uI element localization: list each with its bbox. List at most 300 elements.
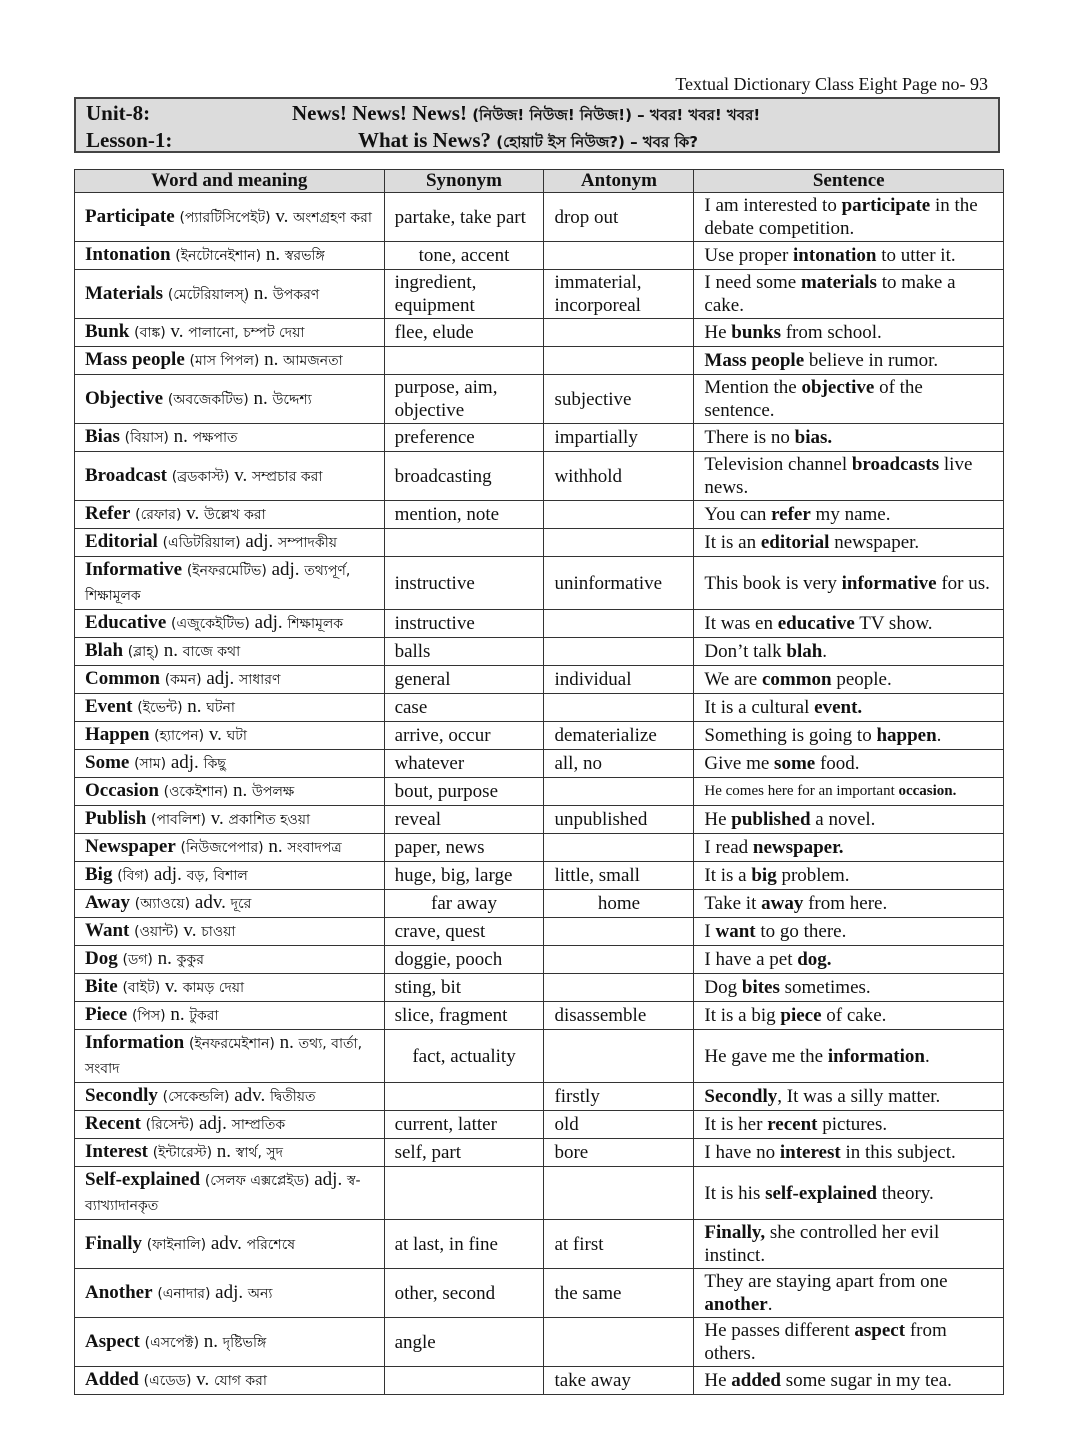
sentence-cell [694, 501, 1004, 529]
sentence-cell [694, 319, 1004, 347]
table-row [75, 1318, 1004, 1367]
meaning: স্বার্থ, সুদ [235, 1145, 283, 1161]
meaning: দৃষ্টিভঙ্গি [222, 1334, 267, 1351]
sentence-pre: Television channel [704, 454, 852, 475]
unit-title [292, 99, 760, 129]
antonym-cell: at first [544, 1220, 694, 1269]
table-row [75, 694, 1004, 722]
antonym-cell [544, 1318, 694, 1367]
pronunciation: (পাবলিশ) [151, 812, 207, 828]
sentence-keyword: broadcasts [851, 454, 940, 475]
sentence-post: theory. [876, 1182, 934, 1204]
meaning: প্রকাশিত হওয়া [228, 812, 311, 828]
pronunciation: (এডিটরিয়াল) [162, 535, 241, 551]
sentence-keyword: intonation [793, 245, 877, 266]
sentence-post: in this subject. [840, 1142, 956, 1163]
meaning: ঘটনা [206, 700, 235, 716]
sentence-cell [694, 1318, 1004, 1367]
meaning: স্ব-ব্যাখ্যাদানকৃত [85, 1173, 361, 1214]
synonym-cell: partake, take part [384, 193, 544, 242]
pronunciation: (এডেড) [143, 1373, 192, 1389]
table-row [75, 862, 1004, 890]
synonym-cell: reveal [384, 806, 544, 834]
word: Recent [85, 1113, 141, 1134]
sentence-post: food. [815, 753, 860, 774]
table-row [75, 722, 1004, 750]
synonym-cell [384, 347, 544, 375]
part-of-speech: n. [216, 1141, 232, 1162]
synonym-cell: fact, actuality [384, 1030, 544, 1083]
word: Materials [85, 282, 164, 304]
sentence-keyword: away [761, 893, 804, 914]
header-synonym: Synonym [384, 170, 544, 193]
sentence-cell [694, 722, 1004, 750]
sentence-keyword: Secondly [704, 1086, 778, 1107]
sentence-pre: I need some [704, 272, 801, 293]
synonym-cell: at last, in fine [384, 1220, 544, 1269]
word: Information [85, 1032, 185, 1053]
pronunciation: (ইনফরমেইশান) [188, 1036, 275, 1052]
synonym-cell: doggie, pooch [384, 946, 544, 974]
sentence-cell [694, 862, 1004, 890]
sentence-post: for us. [936, 572, 990, 594]
word: Educative [85, 612, 167, 633]
word-cell [75, 666, 385, 694]
sentence-keyword: added [731, 1370, 781, 1391]
part-of-speech: adj. [198, 1113, 227, 1134]
sentence-cell [694, 1269, 1004, 1318]
word-cell [75, 347, 385, 375]
table-row [75, 750, 1004, 778]
meaning: সংবাদপত্র [287, 840, 342, 856]
word-cell [75, 1167, 385, 1220]
sentence-post: TV show. [854, 613, 933, 634]
synonym-cell: self, part [384, 1139, 544, 1167]
sentence-cell [694, 946, 1004, 974]
pronunciation: (ডগ) [122, 952, 153, 968]
meaning: উল্লেখ করা [203, 507, 266, 523]
table-row [75, 1269, 1004, 1318]
lesson-title-bn: (হোয়াট ইস নিউজ?) – খবর কি? [496, 133, 698, 151]
antonym-cell [544, 946, 694, 974]
synonym-cell [384, 1167, 544, 1220]
sentence-post: newspaper. [829, 532, 920, 553]
part-of-speech: n. [268, 836, 283, 857]
pronunciation: (ব্লাহ্) [127, 644, 160, 660]
synonym-cell: instructive [384, 610, 544, 638]
word: Participate [85, 205, 175, 227]
table-row [75, 452, 1004, 501]
meaning: আমজনতা [283, 353, 343, 369]
pronunciation: (এজুকেইটিভ) [171, 616, 250, 632]
meaning: চাওয়া [201, 924, 236, 940]
pronunciation: (বাঙ্ক) [134, 325, 166, 341]
antonym-cell [544, 242, 694, 270]
sentence-cell [694, 890, 1004, 918]
word: Newspaper [85, 836, 176, 857]
antonym-cell: firstly [544, 1083, 694, 1111]
sentence-keyword: objective [801, 377, 875, 398]
synonym-cell [384, 1083, 544, 1111]
synonym-cell: whatever [384, 750, 544, 778]
unit-row [86, 99, 761, 127]
word: Another [85, 1281, 153, 1303]
sentence-post: from here. [803, 893, 888, 914]
sentence-keyword: some [774, 753, 816, 774]
word-cell [75, 1030, 385, 1083]
sentence-pre: Something is going to [704, 725, 877, 746]
sentence-post: some sugar in my tea. [780, 1370, 952, 1391]
lesson-title [358, 126, 698, 156]
pronunciation: (ইনটোনেইশান) [175, 248, 262, 264]
word: Intonation [85, 244, 171, 265]
lesson-label: Lesson-1: [86, 128, 173, 152]
word-cell [75, 806, 385, 834]
word: Informative [85, 559, 183, 580]
meaning: উদ্দেশ্য [272, 391, 312, 408]
word-cell [75, 1220, 385, 1269]
sentence-pre: I have a pet [704, 949, 798, 970]
antonym-cell [544, 694, 694, 722]
sentence-pre: It is an [704, 532, 761, 553]
sentence-pre: Dog [704, 977, 742, 998]
sentence-keyword: Finally, [704, 1222, 766, 1243]
sentence-keyword: information [827, 1045, 925, 1067]
word: Objective [85, 387, 164, 409]
synonym-cell: instructive [384, 557, 544, 610]
table-row [75, 974, 1004, 1002]
synonym-cell: tone, accent [384, 242, 544, 270]
table-row [75, 666, 1004, 694]
antonym-cell: individual [544, 666, 694, 694]
table-row [75, 1002, 1004, 1030]
sentence-keyword: self-explained [765, 1182, 877, 1204]
pronunciation: (নিউজপেপার) [180, 840, 264, 856]
sentence-keyword: another [704, 1294, 768, 1315]
word: Broadcast [85, 464, 167, 486]
table-row [75, 946, 1004, 974]
part-of-speech: v. [210, 808, 224, 829]
antonym-cell: withhold [544, 452, 694, 501]
table-row [75, 270, 1004, 319]
word-cell [75, 1269, 385, 1318]
word-cell [75, 1002, 385, 1030]
meaning: সম্পাদকীয় [278, 535, 337, 551]
antonym-cell: all, no [544, 750, 694, 778]
sentence-post: my name. [810, 504, 891, 525]
sentence-post: people. [831, 669, 892, 690]
word: Added [85, 1369, 139, 1390]
synonym-cell [384, 1367, 544, 1395]
part-of-speech: n. [253, 387, 268, 409]
word-cell [75, 638, 385, 666]
part-of-speech: n. [264, 349, 279, 370]
part-of-speech: adj. [206, 668, 235, 689]
antonym-cell: immaterial, incorporeal [544, 270, 694, 319]
sentence-keyword: happen [876, 725, 937, 746]
synonym-cell: case [384, 694, 544, 722]
sentence-pre: Take it [704, 893, 762, 914]
sentence-post: of the sentence. [704, 377, 923, 421]
sentence-cell [694, 610, 1004, 638]
unit-label: Unit-8: [86, 101, 151, 125]
sentence-pre: It is a big [704, 1005, 781, 1026]
antonym-cell [544, 918, 694, 946]
word: Publish [85, 808, 147, 829]
word: Away [85, 892, 131, 913]
word-cell [75, 834, 385, 862]
part-of-speech: adj. [245, 531, 274, 552]
sentence-keyword: interest [779, 1142, 841, 1163]
part-of-speech: n. [253, 282, 269, 304]
meaning: পক্ষপাত [192, 430, 238, 446]
sentence-post: of cake. [821, 1005, 887, 1026]
pronunciation: (ওকেইশান) [163, 784, 229, 800]
pronunciation: (প্যারটিসিপেইট) [179, 209, 271, 226]
word: Occasion [85, 780, 159, 801]
synonym-cell: flee, elude [384, 319, 544, 347]
sentence-keyword: informative [841, 572, 937, 594]
synonym-cell: ingredient, equipment [384, 270, 544, 319]
antonym-cell: subjective [544, 375, 694, 424]
sentence-pre: I read [704, 837, 753, 858]
sentence-post: . [936, 725, 942, 746]
word: Happen [85, 724, 150, 745]
pronunciation: (মাস পিপল) [189, 353, 260, 369]
unit-title-bn: (নিউজ! নিউজ! নিউজ!) – খবর! খবর! খবর! [472, 106, 761, 124]
meaning: পালানো, চম্পট দেয়া [188, 325, 305, 341]
meaning: কুকুর [176, 952, 204, 968]
part-of-speech: n. [187, 696, 202, 717]
sentence-pre: We are [704, 669, 762, 690]
word-cell [75, 270, 385, 319]
antonym-cell [544, 610, 694, 638]
sentence-post: . [924, 1045, 930, 1067]
part-of-speech: n. [265, 244, 281, 265]
word: Refer [85, 503, 131, 524]
word-cell [75, 778, 385, 806]
part-of-speech: v. [234, 464, 248, 486]
pronunciation: (রিসেন্ট) [145, 1117, 195, 1133]
sentence-pre: It is her [704, 1114, 768, 1135]
part-of-speech: adv. [210, 1232, 242, 1254]
sentence-keyword: aspect [854, 1320, 906, 1341]
meaning: তথ্যপূর্ণ, শিক্ষামূলক [85, 563, 351, 604]
unit-lesson-title-box [74, 97, 1000, 153]
sentence-pre: He [704, 322, 732, 343]
synonym-cell: current, latter [384, 1111, 544, 1139]
synonym-cell: crave, quest [384, 918, 544, 946]
pronunciation: (বিগ) [117, 868, 150, 884]
sentence-cell [694, 638, 1004, 666]
part-of-speech: v. [186, 503, 200, 524]
sentence-cell [694, 557, 1004, 610]
antonym-cell [544, 529, 694, 557]
pronunciation: (ইনফরমেটিভ) [186, 563, 267, 579]
part-of-speech: n. [163, 640, 179, 661]
sentence-pre: Mention the [704, 377, 802, 398]
word: Bite [85, 976, 118, 997]
sentence-keyword: refer [771, 504, 811, 525]
part-of-speech: adj. [170, 752, 199, 773]
antonym-cell: dematerialize [544, 722, 694, 750]
word: Aspect [85, 1330, 140, 1352]
word: Big [85, 864, 113, 885]
meaning: কিছু [203, 756, 226, 772]
word-cell [75, 319, 385, 347]
header-antonym: Antonym [544, 170, 694, 193]
sentence-keyword: recent [767, 1114, 818, 1135]
synonym-cell: far away [384, 890, 544, 918]
meaning: অংশগ্রহণ করা [293, 209, 372, 226]
sentence-keyword: participate [841, 195, 931, 216]
table-row [75, 890, 1004, 918]
sentence-cell [694, 1367, 1004, 1395]
pronunciation: (হ্যাপেন) [154, 728, 205, 744]
word-cell [75, 1111, 385, 1139]
table-row [75, 1030, 1004, 1083]
word: Interest [85, 1141, 148, 1162]
sentence-cell [694, 452, 1004, 501]
meaning: বাজে কথা [182, 644, 241, 660]
antonym-cell: impartially [544, 424, 694, 452]
antonym-cell [544, 974, 694, 1002]
sentence-keyword: bites [741, 977, 780, 998]
sentence-cell [694, 347, 1004, 375]
sentence-pre: It is a [704, 865, 752, 886]
header-sentence: Sentence [694, 170, 1004, 193]
synonym-cell: general [384, 666, 544, 694]
word-cell [75, 946, 385, 974]
antonym-cell: home [544, 890, 694, 918]
meaning: অন্য [247, 1285, 273, 1302]
word-cell [75, 750, 385, 778]
sentence-pre: It was en [704, 613, 778, 634]
word: Secondly [85, 1085, 158, 1106]
table-row [75, 1139, 1004, 1167]
part-of-speech: v. [275, 205, 289, 227]
table-row [75, 319, 1004, 347]
pronunciation: (এনাদার) [157, 1285, 211, 1302]
antonym-cell: old [544, 1111, 694, 1139]
sentence-pre: He [704, 1370, 732, 1391]
sentence-cell [694, 750, 1004, 778]
sentence-post: believe in rumor. [804, 350, 939, 371]
word-cell [75, 890, 385, 918]
antonym-cell [544, 347, 694, 375]
part-of-speech: adj. [215, 1281, 244, 1303]
synonym-cell: bout, purpose [384, 778, 544, 806]
word-cell [75, 1367, 385, 1395]
table-row [75, 424, 1004, 452]
sentence-cell [694, 834, 1004, 862]
table-row [75, 347, 1004, 375]
sentence-post: from school. [780, 322, 882, 343]
sentence-post: . [767, 1294, 773, 1315]
word-cell [75, 918, 385, 946]
word-cell [75, 193, 385, 242]
sentence-cell [694, 1111, 1004, 1139]
sentence-pre: I [704, 921, 716, 942]
meaning: টুকরা [189, 1008, 219, 1024]
synonym-cell: huge, big, large [384, 862, 544, 890]
table-row [75, 193, 1004, 242]
antonym-cell [544, 1167, 694, 1220]
part-of-speech: v. [196, 1369, 210, 1390]
table-body [75, 193, 1004, 1395]
synonym-cell: other, second [384, 1269, 544, 1318]
meaning: উপলক্ষ [252, 784, 295, 800]
sentence-cell [694, 1083, 1004, 1111]
table-row [75, 1220, 1004, 1269]
word: Piece [85, 1004, 128, 1025]
meaning: ঘটা [226, 728, 247, 744]
pronunciation: (পিস) [131, 1008, 166, 1024]
word-cell [75, 610, 385, 638]
synonym-cell [384, 529, 544, 557]
lesson-row [86, 126, 698, 154]
meaning: পরিশেষে [246, 1236, 296, 1253]
sentence-pre: Give me [704, 753, 775, 774]
pronunciation: (অ্যাওয়ে) [134, 896, 191, 912]
part-of-speech: n. [157, 948, 172, 969]
part-of-speech: adj. [271, 559, 300, 580]
pronunciation: (সেলফ এক্সপ্লেইড) [204, 1173, 310, 1189]
word-cell [75, 242, 385, 270]
table-row [75, 375, 1004, 424]
sentence-pre: It is a cultural [704, 697, 815, 718]
word: Dog [85, 948, 118, 969]
table-row [75, 1167, 1004, 1220]
meaning: যোগ করা [213, 1373, 267, 1389]
sentence-pre: It is his [704, 1182, 766, 1204]
antonym-cell: bore [544, 1139, 694, 1167]
table-row [75, 557, 1004, 610]
word-cell [75, 722, 385, 750]
sentence-pre: Don’t talk [704, 641, 787, 662]
part-of-speech: adj. [153, 864, 182, 885]
pronunciation: (সাম) [134, 756, 167, 772]
synonym-cell: balls [384, 638, 544, 666]
pronunciation: (কমন) [164, 672, 202, 688]
sentence-cell [694, 778, 1004, 806]
sentence-keyword: editorial [760, 532, 830, 553]
word: Editorial [85, 531, 158, 552]
antonym-cell [544, 1030, 694, 1083]
word-cell [75, 1139, 385, 1167]
pronunciation: (ফাইনালি) [146, 1236, 207, 1253]
part-of-speech: n. [233, 780, 248, 801]
sentence-keyword: educative [777, 613, 855, 634]
pronunciation: (অবজেকটিভ) [167, 391, 249, 408]
sentence-keyword: Mass people [704, 350, 805, 371]
word-cell [75, 862, 385, 890]
synonym-cell: sting, bit [384, 974, 544, 1002]
pronunciation: (রেফার) [135, 507, 182, 523]
word: Blah [85, 640, 124, 661]
word: Common [85, 668, 160, 689]
table-row [75, 242, 1004, 270]
pronunciation: (বাইট) [122, 980, 161, 996]
part-of-speech: v. [170, 321, 184, 342]
sentence-cell [694, 529, 1004, 557]
table-row [75, 610, 1004, 638]
sentence-pre: He comes here for an important [704, 783, 899, 799]
sentence-cell [694, 242, 1004, 270]
sentence-post: . [822, 641, 828, 662]
meaning: দূরে [230, 896, 252, 912]
antonym-cell: take away [544, 1367, 694, 1395]
